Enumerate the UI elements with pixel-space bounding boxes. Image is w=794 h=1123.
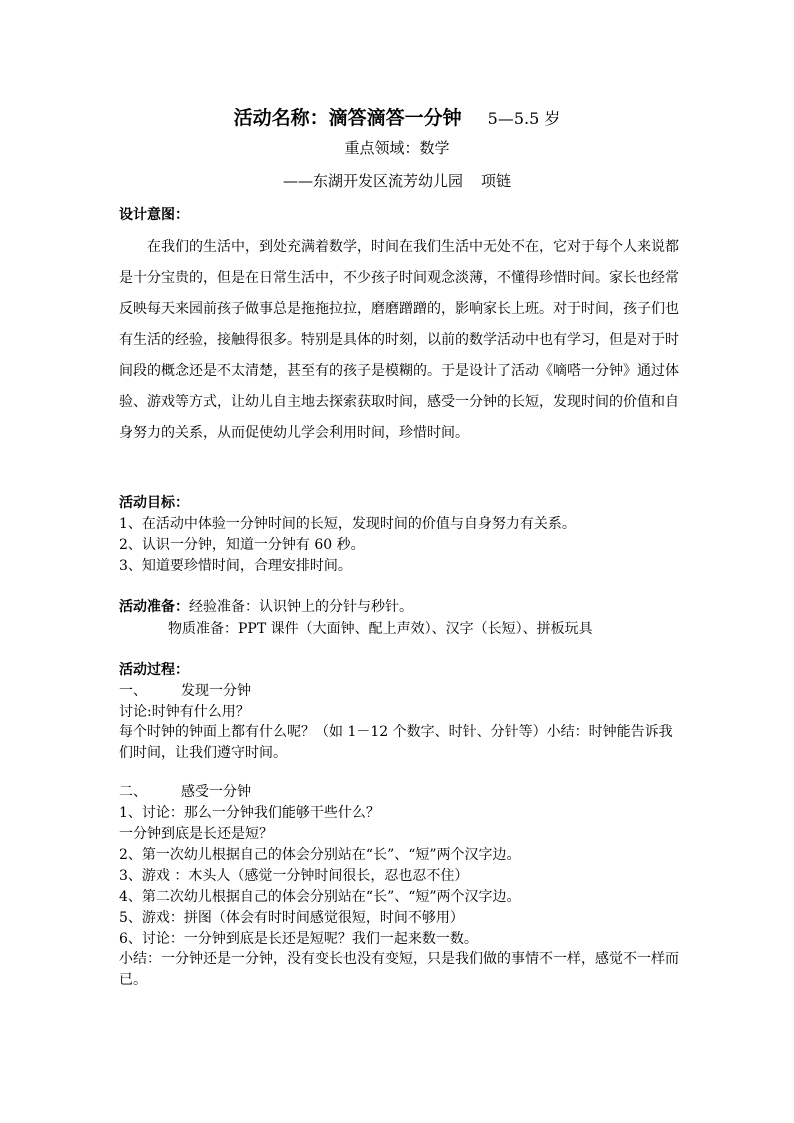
prep-experience: 经验准备：认识钟上的分针与秒针。 [189, 599, 413, 615]
key-domain: 重点领域：数学 [344, 139, 450, 157]
activity-title [0, 103, 794, 130]
goal-item: 1、在活动中体验一分钟时间的长短，发现时间的价值与自身努力有关系。 [119, 516, 576, 532]
goal-item: 3、知道要珍惜时间，合理安排时间。 [119, 558, 352, 574]
part1-number: 一、 [119, 683, 147, 699]
part1-heading [119, 681, 251, 701]
design-paragraph: 在我们的生活中，到处充满着数学，时间在我们生活中无处不在，它对于每个人来说都是十分宝贵的，但是在日常生活中，不少孩子时间观念淡薄，不懂得珍惜时间。家长也经常反映每天来园前孩子做事总是拖拖拉拉，磨磨蹭蹭的，影响家长上班。对于时间，孩子们也有生活的经验，接触得很多。特别是具体的时刻，以前的数学活动中也有学习，但是对于时间段的概念还是不太清楚，甚至有的孩子是模糊的。于是设计了活动《嘀嗒一分钟》通过体验、游戏等方式，让幼儿自主地去探索获取时间，感受一分钟的长短，发现时间的价值和自身努力的关系，从而促使幼儿学会利用时间，珍惜时间。 [119, 239, 679, 441]
part2-heading [119, 782, 251, 802]
part2-summary: 小结：一分钟还是一分钟，没有变长也没有变短，只是我们做的事情不一样，感觉不一样而已。 [119, 951, 679, 988]
part2-item: 一分钟到底是长还是短？ [119, 826, 273, 842]
prep-heading: 活动准备： [119, 599, 189, 615]
design-heading: 设计意图： [119, 207, 189, 223]
age-range: 5—5.5 岁 [487, 109, 561, 128]
part2-item: 2、第一次幼儿根据自己的体会分别站在“长”、“短”两个汉字边。 [119, 847, 521, 863]
prep-material: 物质准备：PPT 课件（大面钟、配上声效）、汉字（长短）、拼板玩具 [168, 621, 593, 637]
part2-item: 1、讨论：那么一分钟我们能够干些什么？ [119, 805, 380, 821]
part2-number: 二、 [119, 784, 147, 800]
part2-item: 3、游戏 ：木头人（感觉一分钟时间很长，忍也忍不住） [119, 868, 469, 884]
part1-question: 讨论:时钟有什么用？ [119, 704, 250, 720]
prep-line [119, 597, 413, 617]
part1-summary: 每个时钟的钟面上都有什么呢？（如 1－12 个数字、时针、分针等）小结：时钟能告诉我们时间，让我们遵守时间。 [119, 724, 673, 761]
part2-item: 4、第二次幼儿根据自己的体会分别站在“长”、“短”两个汉字边。 [119, 889, 521, 905]
author-name: 项链 [481, 172, 512, 190]
goal-item: 2、认识一分钟，知道一分钟有 60 秒。 [119, 537, 365, 553]
part2-item: 5、游戏：拼图（体会有时时间感觉很短，时间不够用） [119, 910, 464, 926]
goals-heading: 活动目标： [119, 495, 189, 511]
process-heading: 活动过程： [119, 662, 189, 678]
activity-name: 活动名称：滴答滴答一分钟 [233, 107, 462, 129]
part2-item: 6、讨论：一分钟到底是长还是短呢？我们一起来数一数。 [119, 931, 478, 947]
author-org: ——东湖开发区流芳幼儿园 [282, 172, 463, 190]
part2-title: 感受一分钟 [181, 784, 251, 800]
author-line [0, 170, 794, 191]
part1-title: 发现一分钟 [181, 683, 251, 699]
